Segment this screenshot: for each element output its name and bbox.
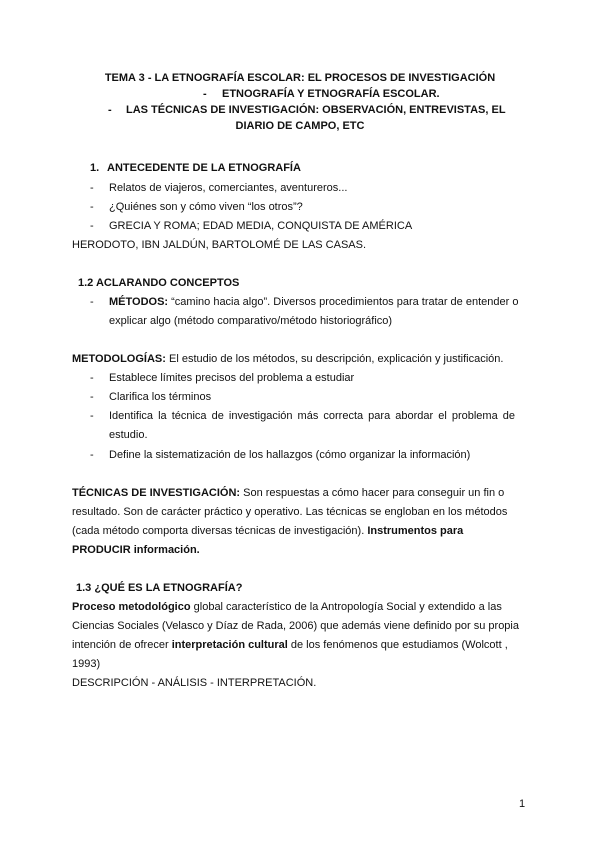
list-item: Establece límites precisos del problema a estudiar [109,372,355,384]
paragraph-segment: de los fenómenos que estudiamos (Wolcott , [290,639,508,651]
emphasis-text: interpretación cultural [171,639,288,651]
paragraph-text: HERODOTO, IBN JALDÚN, BARTOLOMÉ DE LAS CASAS. [72,239,367,251]
list-item [109,295,518,309]
paragraph-text [72,524,463,538]
page-number: 1 [519,798,526,810]
emphasis-text: Proceso metodológico [72,601,191,613]
list-item: ¿Quiénes son y cómo viven “los otros”? [109,201,303,213]
paragraph-text [72,486,504,500]
paragraph-text [72,600,502,614]
list-item: Identifica la técnica de investigación más correcta para abordar el problema de [109,410,515,422]
section-number: 1. [90,162,100,174]
term-definition: “camino hacia algo”. Diversos procedimientos para tratar de entender o [171,296,519,308]
title-dash: - [203,88,207,100]
doc-title-line2: ETNOGRAFÍA Y ETNOGRAFÍA ESCOLAR. [222,88,440,100]
paragraph-text: DESCRIPCIÓN - ANÁLISIS - INTERPRETACIÓN. [72,677,317,689]
list-item: Clarifica los términos [109,391,212,403]
term-definition: El estudio de los métodos, su descripción, explicación y justificación. [168,353,504,365]
list-item: GRECIA Y ROMA; EDAD MEDIA, CONQUISTA DE AMÉRICA [109,220,413,232]
title-dash: - [108,104,112,116]
paragraph-text: Ciencias Sociales (Velasco y Díaz de Rada, 2006) que además viene definido por su propia [72,620,519,632]
term-label: METODOLOGÍAS: [72,353,166,365]
list-item-continuation: explicar algo (método comparativo/método historiográfico) [109,315,393,327]
list-item: Relatos de viajeros, comerciantes, aventureros... [109,182,348,194]
emphasis-text: PRODUCIR información. [72,544,200,556]
list-dash: - [90,220,94,232]
term-label: TÉCNICAS DE INVESTIGACIÓN: [72,487,241,499]
list-dash: - [90,182,94,194]
list-dash: - [90,296,94,308]
list-dash: - [90,201,94,213]
section-heading: 1.3 ¿QUÉ ES LA ETNOGRAFÍA? [76,582,243,594]
section-heading: 1.2 ACLARANDO CONCEPTOS [78,277,240,289]
list-item-continuation: estudio. [109,429,148,441]
doc-title-line4: DIARIO DE CAMPO, ETC [235,120,365,132]
list-dash: - [90,410,94,422]
term-label: MÉTODOS: [109,296,169,308]
paragraph-segment: (cada método comporta diversas técnicas de investigación). [72,525,365,537]
section-heading: ANTECEDENTE DE LA ETNOGRAFÍA [107,162,301,174]
list-item: Define la sistematización de los hallazgos (cómo organizar la información) [109,449,471,461]
paragraph-text [72,352,503,366]
doc-title-line3: LAS TÉCNICAS DE INVESTIGACIÓN: OBSERVACIÓN, ENTREVISTAS, EL [126,104,506,116]
list-dash: - [90,372,94,384]
term-definition: Son respuestas a cómo hacer para conseguir un fin o [243,487,505,499]
paragraph-text: resultado. Son de carácter práctico y operativo. Las técnicas se engloban en los métodos [72,506,508,518]
paragraph-text [72,638,508,652]
paragraph-text: 1993) [72,658,101,670]
paragraph-segment: intención de ofrecer [72,639,169,651]
list-dash: - [90,449,94,461]
emphasis-text: Instrumentos para [367,525,464,537]
list-dash: - [90,391,94,403]
doc-title-line1: TEMA 3 - LA ETNOGRAFÍA ESCOLAR: EL PROCESOS DE INVESTIGACIÓN [104,72,496,84]
paragraph-segment: global característico de la Antropología Social y extendido a las [193,601,502,613]
